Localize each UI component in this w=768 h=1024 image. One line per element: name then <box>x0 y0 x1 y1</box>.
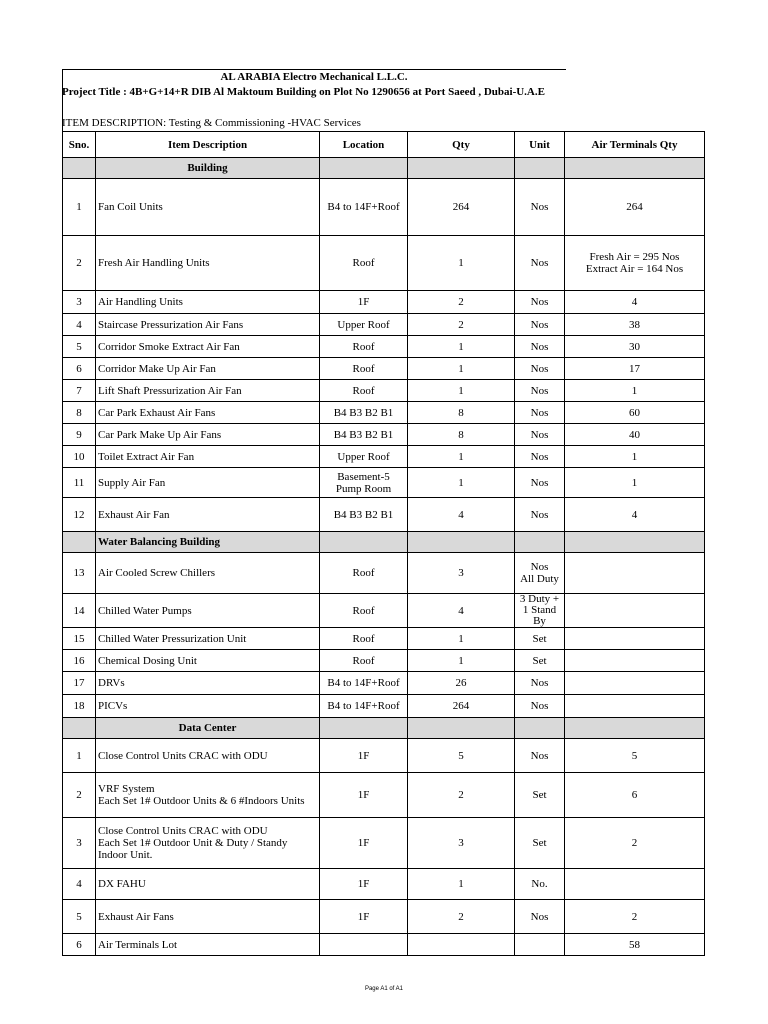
cell-location: Roof <box>320 553 408 594</box>
cell-sno: 17 <box>63 672 96 695</box>
section-row <box>63 532 705 553</box>
cell-qty <box>408 934 515 956</box>
cell-item-description: Corridor Make Up Air Fan <box>96 358 320 380</box>
cell-item-description: Car Park Exhaust Air Fans <box>96 402 320 424</box>
cell-air-terminals-qty: 4 <box>565 498 705 532</box>
cell-item-description: Exhaust Air Fan <box>96 498 320 532</box>
table-row <box>63 380 705 402</box>
cell-sno: 7 <box>63 380 96 402</box>
cell-location: B4 B3 B2 B1 <box>320 424 408 446</box>
cell-item-description: PICVs <box>96 695 320 718</box>
cell-location: B4 B3 B2 B1 <box>320 498 408 532</box>
cell-qty: 26 <box>408 672 515 695</box>
section-cell <box>63 718 96 739</box>
cell-unit <box>515 934 565 956</box>
hvac-items-table <box>62 131 705 956</box>
cell-air-terminals-qty <box>565 650 705 672</box>
cell-location: Roof <box>320 336 408 358</box>
cell-air-terminals-qty <box>565 594 705 628</box>
section-cell <box>408 718 515 739</box>
cell-item-description: Lift Shaft Pressurization Air Fan <box>96 380 320 402</box>
table-row <box>63 291 705 314</box>
section-cell <box>320 158 408 179</box>
cell-location: 1F <box>320 773 408 818</box>
section-cell <box>320 718 408 739</box>
cell-unit: Nos <box>515 695 565 718</box>
cell-location: Roof <box>320 236 408 291</box>
cell-item-description: Supply Air Fan <box>96 468 320 498</box>
table-row <box>63 402 705 424</box>
cell-unit: Nos <box>515 424 565 446</box>
cell-location: B4 to 14F+Roof <box>320 179 408 236</box>
cell-air-terminals-qty <box>565 553 705 594</box>
cell-sno: 5 <box>63 336 96 358</box>
cell-sno: 4 <box>63 869 96 900</box>
cell-sno: 4 <box>63 314 96 336</box>
cell-item-description: Close Control Units CRAC with ODU Each Set 1# Outdoor Unit & Duty / Standy Indoor Unit. <box>96 818 320 869</box>
col-header-item-description: Item Description <box>96 132 320 158</box>
company-name: AL ARABIA Electro Mechanical L.L.C. <box>220 71 408 83</box>
table-row <box>63 314 705 336</box>
cell-qty: 3 <box>408 818 515 869</box>
cell-air-terminals-qty: 2 <box>565 818 705 869</box>
cell-air-terminals-qty: 5 <box>565 739 705 773</box>
section-cell <box>408 158 515 179</box>
cell-unit: Set <box>515 773 565 818</box>
cell-sno: 3 <box>63 818 96 869</box>
table-row <box>63 498 705 532</box>
cell-sno: 15 <box>63 628 96 650</box>
cell-air-terminals-qty: 1 <box>565 380 705 402</box>
cell-qty: 2 <box>408 314 515 336</box>
cell-unit: Nos <box>515 672 565 695</box>
table-row <box>63 900 705 934</box>
cell-sno: 13 <box>63 553 96 594</box>
cell-sno: 18 <box>63 695 96 718</box>
table-row <box>63 650 705 672</box>
cell-qty: 5 <box>408 739 515 773</box>
table-row <box>63 336 705 358</box>
cell-item-description: DX FAHU <box>96 869 320 900</box>
cell-item-description: Fresh Air Handling Units <box>96 236 320 291</box>
cell-location: 1F <box>320 739 408 773</box>
table-row <box>63 934 705 956</box>
cell-sno: 16 <box>63 650 96 672</box>
cell-item-description: Chilled Water Pumps <box>96 594 320 628</box>
cell-unit: Nos <box>515 291 565 314</box>
cell-qty: 3 <box>408 553 515 594</box>
table-row <box>63 179 705 236</box>
cell-air-terminals-qty: 264 <box>565 179 705 236</box>
cell-qty: 1 <box>408 869 515 900</box>
cell-qty: 264 <box>408 179 515 236</box>
cell-air-terminals-qty <box>565 672 705 695</box>
cell-location: Upper Roof <box>320 446 408 468</box>
cell-air-terminals-qty <box>565 628 705 650</box>
cell-unit: 3 Duty + 1 Stand By <box>515 594 565 628</box>
cell-air-terminals-qty: 60 <box>565 402 705 424</box>
cell-air-terminals-qty: 40 <box>565 424 705 446</box>
cell-location: 1F <box>320 900 408 934</box>
cell-unit: Set <box>515 650 565 672</box>
cell-item-description: Fan Coil Units <box>96 179 320 236</box>
cell-qty: 1 <box>408 628 515 650</box>
cell-sno: 1 <box>63 739 96 773</box>
cell-unit: Nos <box>515 380 565 402</box>
section-title: Water Balancing Building <box>96 532 320 553</box>
cell-item-description: Air Terminals Lot <box>96 934 320 956</box>
cell-item-description: Staircase Pressurization Air Fans <box>96 314 320 336</box>
cell-item-description: Air Cooled Screw Chillers <box>96 553 320 594</box>
table-row <box>63 594 705 628</box>
cell-item-description: Toilet Extract Air Fan <box>96 446 320 468</box>
section-cell <box>515 158 565 179</box>
section-cell <box>515 532 565 553</box>
cell-qty: 4 <box>408 498 515 532</box>
cell-location: Roof <box>320 358 408 380</box>
cell-unit: Set <box>515 818 565 869</box>
item-description: ITEM DESCRIPTION: Testing & Commissioning -HVAC Services <box>62 117 361 129</box>
col-header-unit: Unit <box>515 132 565 158</box>
cell-air-terminals-qty <box>565 869 705 900</box>
cell-sno: 8 <box>63 402 96 424</box>
cell-item-description: VRF System Each Set 1# Outdoor Units & 6 #Indoors Units <box>96 773 320 818</box>
section-row <box>63 158 705 179</box>
section-title: Data Center <box>96 718 320 739</box>
section-title: Building <box>96 158 320 179</box>
cell-location: Roof <box>320 628 408 650</box>
section-cell <box>565 158 705 179</box>
cell-sno: 14 <box>63 594 96 628</box>
table-row <box>63 424 705 446</box>
cell-unit: Nos <box>515 336 565 358</box>
section-cell <box>565 532 705 553</box>
cell-item-description: DRVs <box>96 672 320 695</box>
cell-sno: 12 <box>63 498 96 532</box>
cell-unit: Nos <box>515 446 565 468</box>
table-header-row <box>63 132 705 158</box>
cell-item-description: Chemical Dosing Unit <box>96 650 320 672</box>
cell-air-terminals-qty: Fresh Air = 295 Nos Extract Air = 164 Nos <box>565 236 705 291</box>
table-row <box>63 358 705 380</box>
cell-qty: 1 <box>408 358 515 380</box>
cell-qty: 1 <box>408 380 515 402</box>
table-row <box>63 236 705 291</box>
section-row <box>63 718 705 739</box>
cell-location: B4 to 14F+Roof <box>320 672 408 695</box>
table-row <box>63 869 705 900</box>
cell-air-terminals-qty: 4 <box>565 291 705 314</box>
page-footer: Page A1 of A1 <box>364 986 404 992</box>
table-row <box>63 446 705 468</box>
cell-unit: Nos <box>515 468 565 498</box>
cell-qty: 264 <box>408 695 515 718</box>
table-row <box>63 739 705 773</box>
cell-item-description: Close Control Units CRAC with ODU <box>96 739 320 773</box>
cell-air-terminals-qty: 6 <box>565 773 705 818</box>
cell-unit: Nos <box>515 358 565 380</box>
cell-location: 1F <box>320 818 408 869</box>
table-row <box>63 553 705 594</box>
cell-location: B4 to 14F+Roof <box>320 695 408 718</box>
cell-location: Upper Roof <box>320 314 408 336</box>
cell-item-description: Exhaust Air Fans <box>96 900 320 934</box>
cell-qty: 1 <box>408 468 515 498</box>
cell-sno: 2 <box>63 236 96 291</box>
cell-sno: 2 <box>63 773 96 818</box>
table-row <box>63 672 705 695</box>
cell-qty: 1 <box>408 336 515 358</box>
table-row <box>63 695 705 718</box>
table-row <box>63 773 705 818</box>
section-cell <box>408 532 515 553</box>
table-row <box>63 818 705 869</box>
cell-unit: Set <box>515 628 565 650</box>
cell-air-terminals-qty: 2 <box>565 900 705 934</box>
cell-location: Roof <box>320 380 408 402</box>
cell-unit: Nos All Duty <box>515 553 565 594</box>
cell-sno: 6 <box>63 358 96 380</box>
section-cell <box>565 718 705 739</box>
cell-sno: 1 <box>63 179 96 236</box>
cell-item-description: Air Handling Units <box>96 291 320 314</box>
cell-location: Roof <box>320 650 408 672</box>
cell-sno: 9 <box>63 424 96 446</box>
cell-item-description: Corridor Smoke Extract Air Fan <box>96 336 320 358</box>
cell-sno: 5 <box>63 900 96 934</box>
cell-sno: 6 <box>63 934 96 956</box>
section-cell <box>320 532 408 553</box>
cell-unit: Nos <box>515 900 565 934</box>
project-title: Project Title : 4B+G+14+R DIB Al Maktoum Building on Plot No 1290656 at Port Saeed , Dubai-U.A.E <box>62 86 545 98</box>
cell-air-terminals-qty: 1 <box>565 446 705 468</box>
cell-location: 1F <box>320 291 408 314</box>
cell-air-terminals-qty: 58 <box>565 934 705 956</box>
table-row <box>63 628 705 650</box>
cell-location: Basement-5 Pump Room <box>320 468 408 498</box>
cell-air-terminals-qty: 17 <box>565 358 705 380</box>
cell-sno: 10 <box>63 446 96 468</box>
cell-sno: 3 <box>63 291 96 314</box>
cell-item-description: Chilled Water Pressurization Unit <box>96 628 320 650</box>
cell-unit: Nos <box>515 498 565 532</box>
col-header-qty: Qty <box>408 132 515 158</box>
cell-qty: 8 <box>408 424 515 446</box>
cell-qty: 2 <box>408 900 515 934</box>
cell-qty: 8 <box>408 402 515 424</box>
cell-unit: Nos <box>515 402 565 424</box>
cell-air-terminals-qty: 30 <box>565 336 705 358</box>
cell-unit: Nos <box>515 179 565 236</box>
cell-location <box>320 934 408 956</box>
cell-sno: 11 <box>63 468 96 498</box>
cell-air-terminals-qty: 38 <box>565 314 705 336</box>
cell-qty: 1 <box>408 446 515 468</box>
col-header-sno: Sno. <box>63 132 96 158</box>
cell-unit: Nos <box>515 739 565 773</box>
cell-air-terminals-qty <box>565 695 705 718</box>
cell-air-terminals-qty: 1 <box>565 468 705 498</box>
cell-qty: 1 <box>408 236 515 291</box>
section-cell <box>63 532 96 553</box>
cell-unit: Nos <box>515 314 565 336</box>
section-cell <box>515 718 565 739</box>
cell-item-description: Car Park Make Up Air Fans <box>96 424 320 446</box>
section-cell <box>63 158 96 179</box>
table-row <box>63 468 705 498</box>
cell-location: Roof <box>320 594 408 628</box>
cell-location: 1F <box>320 869 408 900</box>
cell-qty: 2 <box>408 773 515 818</box>
cell-qty: 1 <box>408 650 515 672</box>
col-header-air-terminals-qty: Air Terminals Qty <box>565 132 705 158</box>
cell-qty: 4 <box>408 594 515 628</box>
col-header-location: Location <box>320 132 408 158</box>
cell-unit: Nos <box>515 236 565 291</box>
cell-unit: No. <box>515 869 565 900</box>
cell-qty: 2 <box>408 291 515 314</box>
cell-location: B4 B3 B2 B1 <box>320 402 408 424</box>
